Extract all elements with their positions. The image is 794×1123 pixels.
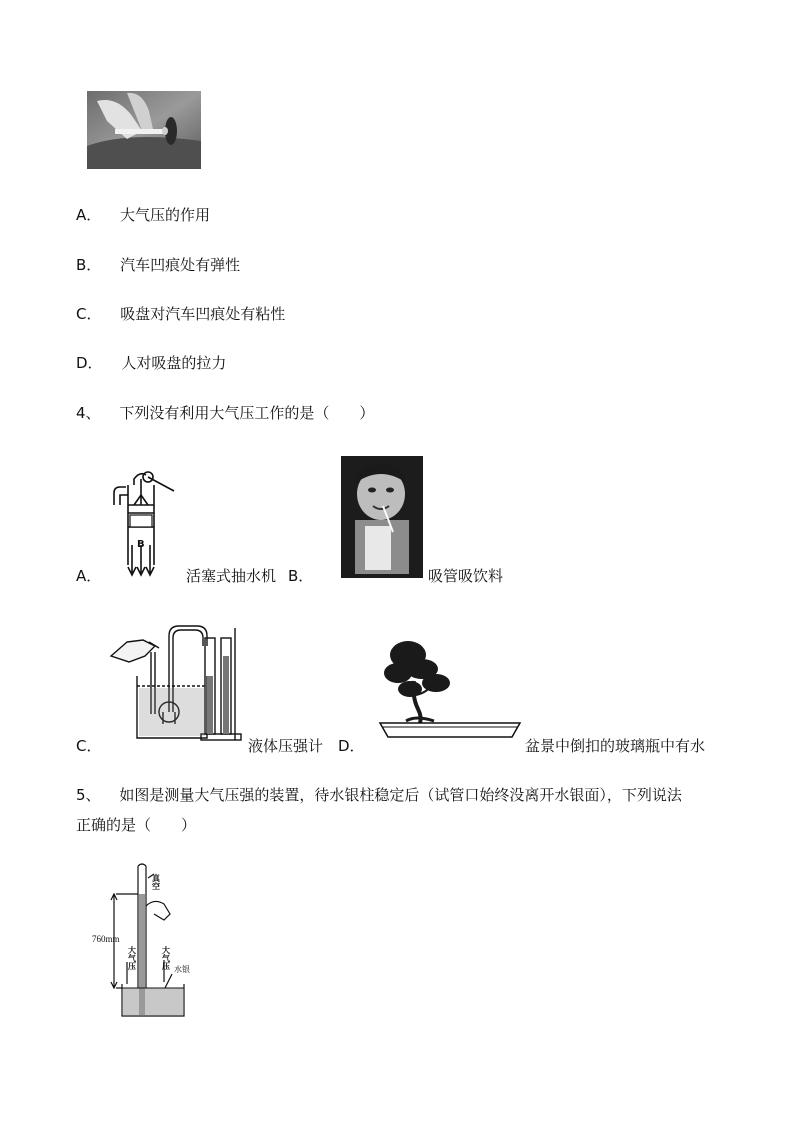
q3-option-d — [76, 353, 226, 373]
pressure-label-left: 大气压 — [127, 946, 137, 970]
q4-option-c-letter: C． — [76, 737, 102, 755]
torricelli-barometer-figure — [92, 862, 204, 1022]
q4-option-row-cd — [76, 736, 101, 756]
q4-number: 4、 — [76, 404, 101, 422]
q3-option-b — [76, 255, 240, 275]
q4-option-d-letter: D． — [338, 737, 365, 755]
q3-option-b-letter: B． — [76, 256, 102, 274]
pressure-label-right: 大气压 — [161, 946, 171, 970]
q4-option-d-text: 盆景中倒扣的玻璃瓶中有水 — [525, 737, 706, 755]
q4-option-a-text: 活塞式抽水机 — [186, 567, 277, 585]
q3-option-c-text: 吸盘对汽车凹痕处有粘性 — [120, 305, 286, 323]
q4-stem-text: 下列没有利用大气压工作的是（ ） — [119, 404, 375, 422]
q3-option-a-letter: A． — [76, 206, 102, 224]
q5-stem-text-2: 正确的是（ ） — [76, 816, 197, 834]
vacuum-label: 真空 — [151, 874, 161, 890]
q3-option-d-text: 人对吸盘的拉力 — [121, 354, 227, 372]
q4-option-a-letter: A． — [76, 567, 102, 585]
pump-label-b: B — [137, 539, 145, 550]
drinking-straw-photo — [341, 456, 423, 578]
q5-stem-line2 — [76, 815, 196, 835]
q3-option-a — [76, 205, 210, 225]
height-label: 760mm — [92, 934, 120, 944]
q4-option-b-letter: B． — [288, 567, 314, 585]
liquid-pressure-gauge-figure — [107, 616, 245, 746]
q4-stem — [76, 403, 374, 423]
q5-number: 5、 — [76, 786, 101, 804]
q4-option-row-ab — [76, 566, 101, 586]
piston-pump-figure — [106, 465, 184, 577]
q3-option-b-text: 汽车凹痕处有弹性 — [120, 256, 241, 274]
q5-stem-text-1: 如图是测量大气压强的装置，待水银柱稳定后（试管口始终没离开水银面），下列说法 — [119, 786, 682, 804]
q3-option-a-text: 大气压的作用 — [120, 206, 211, 224]
q4-option-b-text: 吸管吸饮料 — [428, 567, 504, 585]
q3-option-d-letter: D． — [76, 354, 103, 372]
q3-option-c-letter: C． — [76, 305, 102, 323]
suction-cup-car-photo — [87, 91, 201, 169]
q3-option-c — [76, 304, 285, 324]
mercury-label: 水银 — [174, 965, 190, 974]
q4-option-c-text: 液体压强计 — [248, 737, 324, 755]
q5-stem-line1 — [76, 785, 682, 805]
bonsai-figure — [376, 637, 524, 741]
